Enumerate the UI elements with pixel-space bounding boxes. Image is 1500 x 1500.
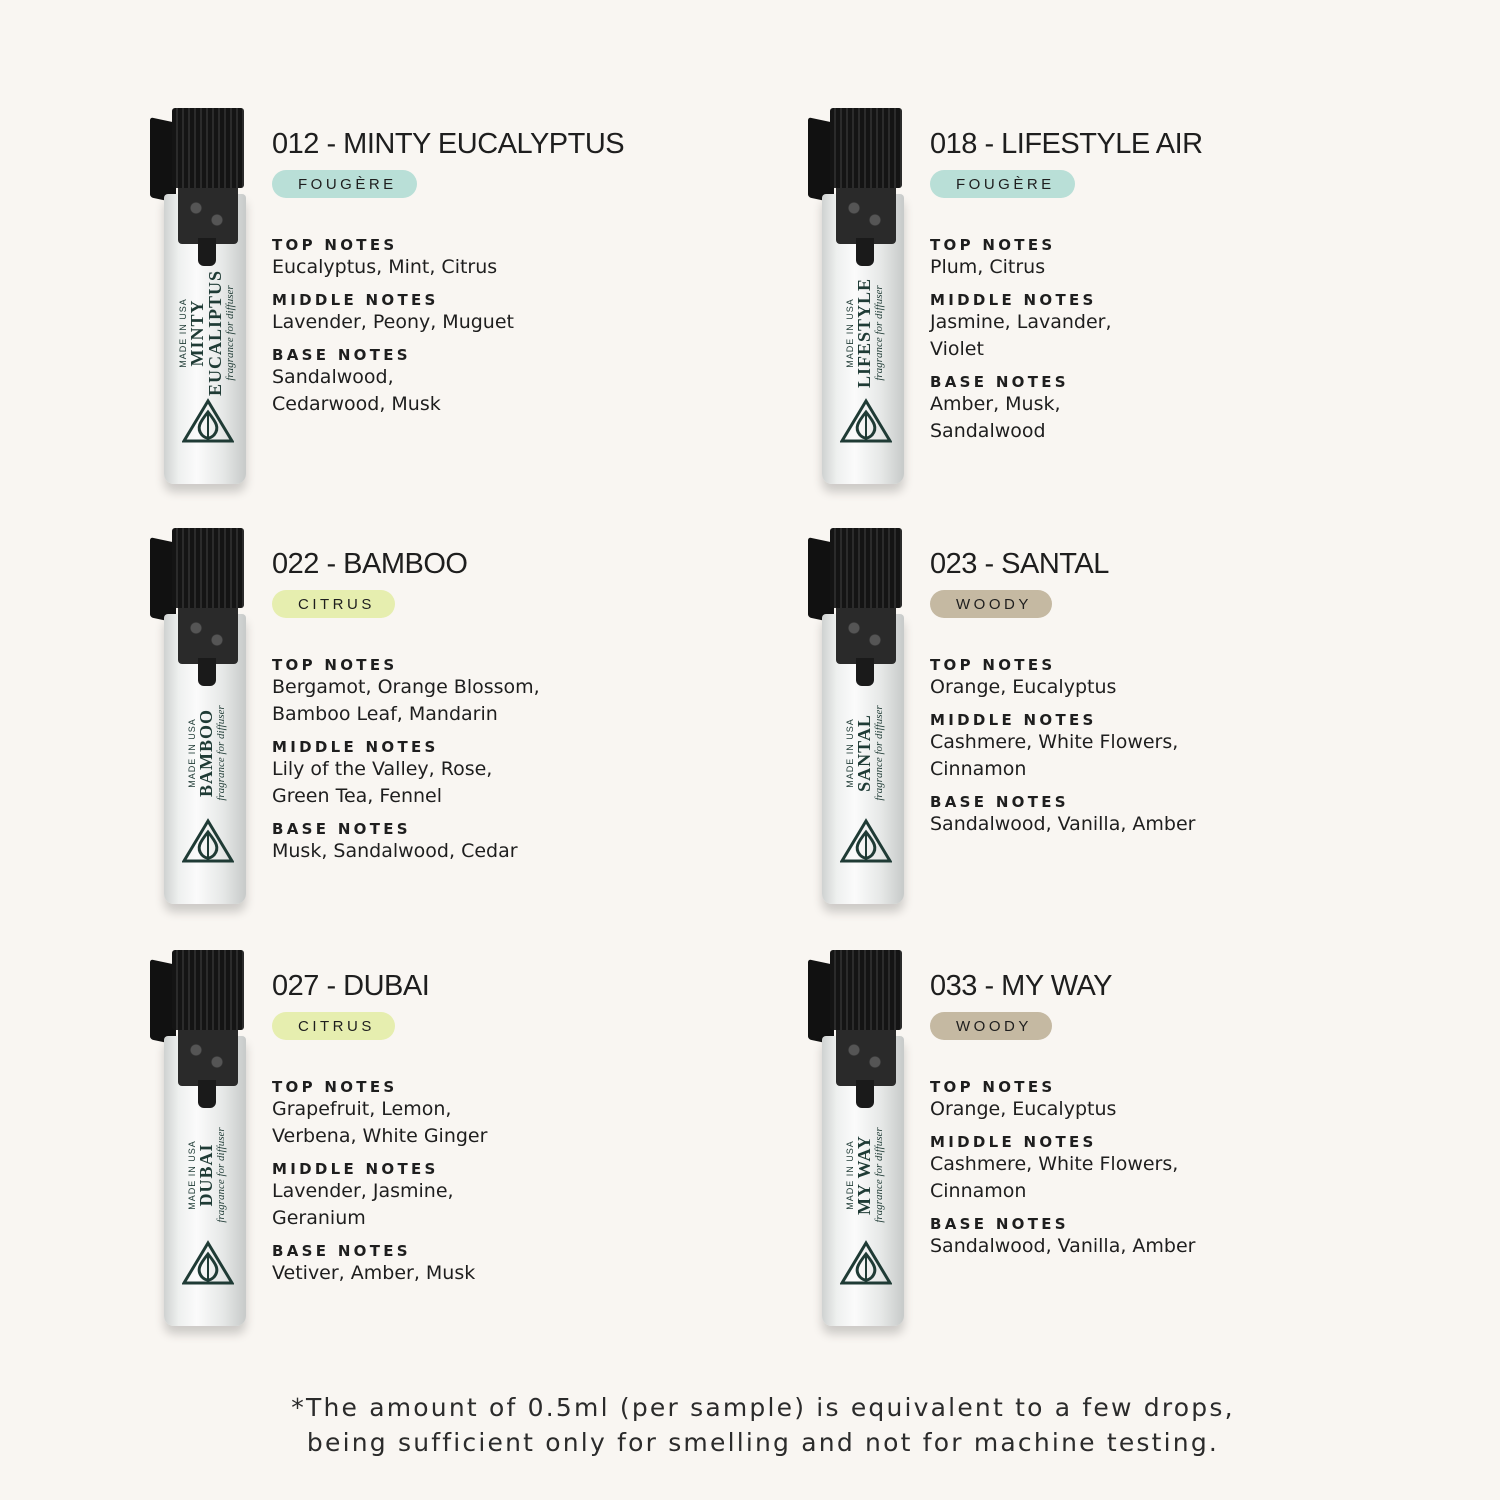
- middle-notes-heading: MIDDLE NOTES: [930, 291, 1097, 309]
- vial-name: BAMBOO: [196, 709, 216, 798]
- base-notes-value: Sandalwood, Vanilla, Amber: [930, 1235, 1196, 1257]
- product-info: [272, 968, 742, 1287]
- product-title: 027 - DUBAI: [272, 970, 430, 1002]
- vial-made-in: MADE IN USA: [845, 1140, 855, 1210]
- top-notes-heading: TOP NOTES: [272, 1078, 398, 1096]
- notes-list: [272, 1078, 742, 1287]
- family-badge: WOODY: [930, 590, 1052, 618]
- notes-list: [930, 236, 1400, 445]
- vial-image: [808, 528, 908, 918]
- base-notes-heading: BASE NOTES: [930, 1215, 1069, 1233]
- vial-label: [172, 678, 242, 828]
- base-notes-heading: BASE NOTES: [272, 1242, 411, 1260]
- top-notes-value: Plum, Citrus: [930, 256, 1046, 278]
- vial-label: [830, 258, 900, 408]
- vial-name: LIFESTYLE: [854, 277, 874, 389]
- vial-image: [150, 108, 250, 498]
- vial-name: MINTY EUCALIPTUS: [187, 269, 225, 397]
- base-notes-heading: BASE NOTES: [272, 346, 411, 364]
- vial-subtitle: fragrance for diffuser: [215, 705, 227, 801]
- product-title: 018 - LIFESTYLE AIR: [930, 128, 1203, 160]
- vial-name: DUBAI: [196, 1143, 216, 1207]
- vial-subtitle: fragrance for diffuser: [215, 1127, 227, 1223]
- product-info: [930, 546, 1400, 838]
- product-card-1: [150, 108, 750, 508]
- vial-subtitle: fragrance for diffuser: [873, 285, 885, 381]
- base-notes-value: Amber, Musk, Sandalwood: [930, 393, 1061, 442]
- top-notes-heading: TOP NOTES: [272, 656, 398, 674]
- vial-cap: [830, 528, 902, 608]
- product-title: 023 - SANTAL: [930, 548, 1109, 580]
- notes-list: [930, 656, 1400, 838]
- middle-notes-value: Cashmere, White Flowers, Cinnamon: [930, 1153, 1179, 1202]
- vial-name: MY WAY: [854, 1135, 874, 1215]
- top-notes-value: Bergamot, Orange Blossom, Bamboo Leaf, Mandarin: [272, 676, 540, 725]
- product-card-3: [150, 528, 750, 928]
- vial-made-in: MADE IN USA: [187, 1140, 197, 1210]
- base-notes-value: Sandalwood, Vanilla, Amber: [930, 813, 1196, 835]
- base-notes-value: Musk, Sandalwood, Cedar: [272, 840, 518, 862]
- product-info: [272, 126, 742, 418]
- top-notes-heading: TOP NOTES: [930, 236, 1056, 254]
- vial-cap: [830, 950, 902, 1030]
- vial-cap: [172, 108, 244, 188]
- middle-notes-heading: MIDDLE NOTES: [930, 711, 1097, 729]
- base-notes-heading: BASE NOTES: [930, 373, 1069, 391]
- notes-list: [272, 656, 742, 865]
- vial-image: [808, 108, 908, 498]
- top-notes-value: Orange, Eucalyptus: [930, 1098, 1117, 1120]
- brand-logo-icon: [840, 1240, 892, 1286]
- base-notes-value: Vetiver, Amber, Musk: [272, 1262, 476, 1284]
- product-card-2: [808, 108, 1408, 508]
- middle-notes-heading: MIDDLE NOTES: [272, 738, 439, 756]
- family-badge: CITRUS: [272, 1012, 395, 1040]
- top-notes-heading: TOP NOTES: [930, 656, 1056, 674]
- top-notes-heading: TOP NOTES: [930, 1078, 1056, 1096]
- vial-image: [808, 950, 908, 1340]
- vial-cap: [830, 108, 902, 188]
- middle-notes-value: Jasmine, Lavander, Violet: [930, 311, 1112, 360]
- brand-logo-icon: [182, 1240, 234, 1286]
- vial-made-in: MADE IN USA: [845, 718, 855, 788]
- vial-label: [172, 258, 242, 408]
- vial-made-in: MADE IN USA: [178, 298, 188, 368]
- middle-notes-value: Lavender, Peony, Muguet: [272, 311, 514, 333]
- middle-notes-heading: MIDDLE NOTES: [272, 1160, 439, 1178]
- middle-notes-value: Lavender, Jasmine, Geranium: [272, 1180, 454, 1229]
- base-notes-heading: BASE NOTES: [930, 793, 1069, 811]
- vial-subtitle: fragrance for diffuser: [224, 285, 236, 381]
- product-card-6: [808, 950, 1408, 1350]
- vial-cap: [172, 950, 244, 1030]
- brand-logo-icon: [840, 398, 892, 444]
- middle-notes-heading: MIDDLE NOTES: [930, 1133, 1097, 1151]
- disclaimer-line-1: *The amount of 0.5ml (per sample) is equivalent to a few drops,: [291, 1393, 1235, 1422]
- product-info: [272, 546, 742, 865]
- product-card-5: [150, 950, 750, 1350]
- base-notes-heading: BASE NOTES: [272, 820, 411, 838]
- top-notes-heading: TOP NOTES: [272, 236, 398, 254]
- notes-list: [272, 236, 742, 418]
- brand-logo-icon: [182, 398, 234, 444]
- base-notes-value: Sandalwood, Cedarwood, Musk: [272, 366, 441, 415]
- notes-list: [930, 1078, 1400, 1260]
- family-badge: CITRUS: [272, 590, 395, 618]
- middle-notes-value: Cashmere, White Flowers, Cinnamon: [930, 731, 1179, 780]
- brand-logo-icon: [182, 818, 234, 864]
- vial-subtitle: fragrance for diffuser: [873, 705, 885, 801]
- vial-image: [150, 950, 250, 1340]
- top-notes-value: Orange, Eucalyptus: [930, 676, 1117, 698]
- vial-subtitle: fragrance for diffuser: [873, 1127, 885, 1223]
- vial-made-in: MADE IN USA: [187, 718, 197, 788]
- disclaimer: [0, 1390, 1500, 1460]
- family-badge: FOUGÈRE: [930, 170, 1075, 198]
- top-notes-value: Grapefruit, Lemon, Verbena, White Ginger: [272, 1098, 488, 1147]
- middle-notes-value: Lily of the Valley, Rose, Green Tea, Fennel: [272, 758, 493, 807]
- vial-name: SANTAL: [854, 714, 874, 792]
- product-card-4: [808, 528, 1408, 928]
- top-notes-value: Eucalyptus, Mint, Citrus: [272, 256, 498, 278]
- vial-label: [830, 1100, 900, 1250]
- middle-notes-heading: MIDDLE NOTES: [272, 291, 439, 309]
- product-title: 012 - MINTY EUCALYPTUS: [272, 128, 625, 160]
- vial-image: [150, 528, 250, 918]
- vial-made-in: MADE IN USA: [845, 298, 855, 368]
- family-badge: WOODY: [930, 1012, 1052, 1040]
- vial-label: [172, 1100, 242, 1250]
- family-badge: FOUGÈRE: [272, 170, 417, 198]
- brand-logo-icon: [840, 818, 892, 864]
- product-info: [930, 968, 1400, 1260]
- vial-label: [830, 678, 900, 828]
- product-title: 033 - MY WAY: [930, 970, 1113, 1002]
- vial-cap: [172, 528, 244, 608]
- disclaimer-line-2: being sufficient only for smelling and not for machine testing.: [306, 1428, 1220, 1457]
- product-info: [930, 126, 1400, 445]
- product-title: 022 - BAMBOO: [272, 548, 468, 580]
